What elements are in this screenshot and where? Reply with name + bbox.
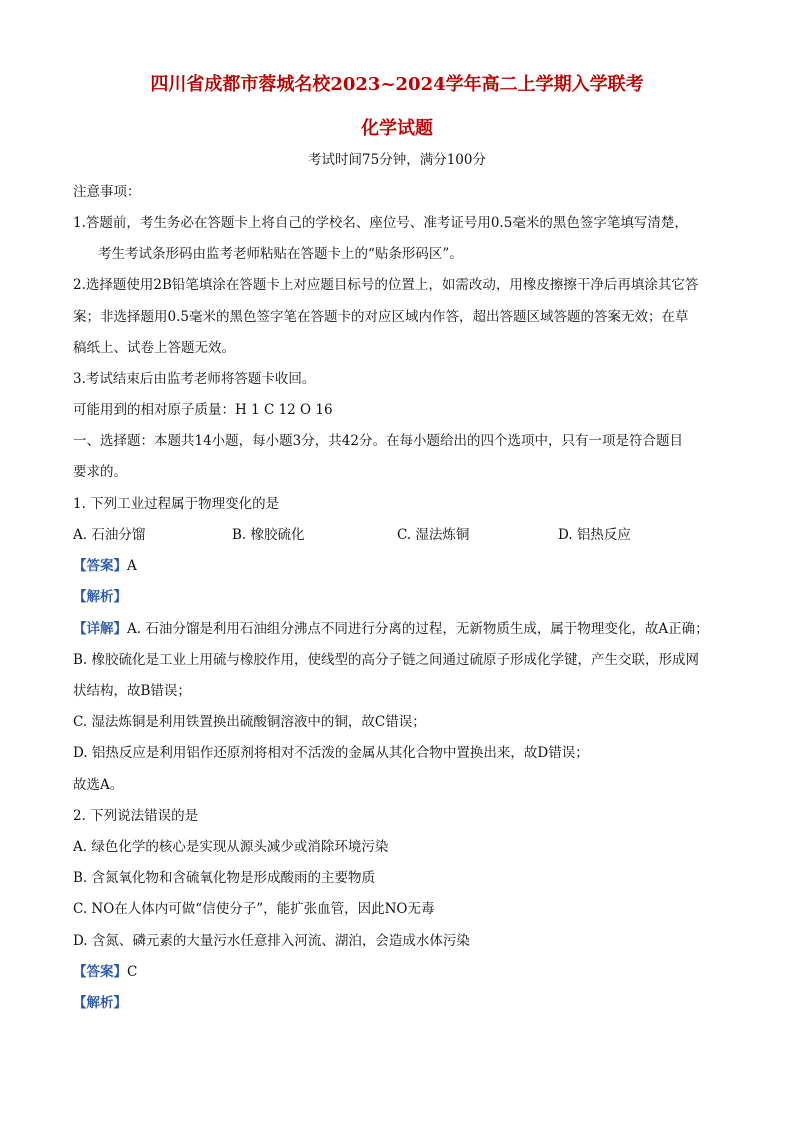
question-1-conclusion: 故选A。: [73, 777, 124, 793]
section-1-heading-line-2: 要求的。: [73, 464, 127, 480]
detail-text: A. 石油分馏是利用石油组分沸点不同进行分离的过程，无新物质生成，属于物理变化，故A正确；: [127, 621, 709, 637]
notes-heading: 注意事项：: [73, 184, 141, 200]
question-2-analysis: [73, 994, 723, 1012]
analysis-label: 【解析】: [73, 589, 127, 605]
document-subtitle: 化学试题: [361, 118, 433, 139]
question-1-analysis: [73, 588, 723, 606]
question-1-detail-4: D. 铝热反应是利用铝作还原剂将相对不活泼的金属从其化合物中置换出来，故D错误；: [73, 745, 589, 761]
question-2-option-d: D. 含氮、磷元素的大量污水任意排入河流、湖泊，会造成水体污染: [73, 933, 470, 949]
question-1-detail-2b: 状结构，故B错误；: [73, 683, 191, 699]
question-2-option-a: A. 绿色化学的核心是实现从源头减少或消除环境污染: [73, 839, 389, 855]
answer-value: C: [127, 964, 138, 980]
question-1-option-b: B. 橡胶硫化: [232, 527, 305, 543]
question-2-answer: [73, 963, 723, 981]
note-2-line-1: 2.选择题使用2B铅笔填涂在答题卡上对应题目标号的位置上，如需改动，用橡皮擦擦干净后再填涂其它答: [73, 277, 699, 293]
note-1-line-2: 考生考试条形码由监考老师粘贴在答题卡上的“贴条形码区”。: [98, 246, 463, 262]
atomic-mass-line: 可能用到的相对原子质量：H 1 C 12 O 16: [73, 402, 333, 418]
question-2-stem: 2. 下列说法错误的是: [73, 808, 199, 824]
detail-label: 【详解】: [73, 621, 127, 637]
question-1-stem: 1. 下列工业过程属于物理变化的是: [73, 496, 280, 512]
analysis-label: 【解析】: [73, 995, 127, 1011]
note-3: 3.考试结束后由监考老师将答题卡收回。: [73, 371, 316, 387]
question-1-option-c: C. 湿法炼铜: [397, 527, 470, 543]
note-1-line-1: 1.答题前，考生务必在答题卡上将自己的学校名、座位号、准考证号用0.5毫米的黑色签字笔填写清楚，: [73, 215, 688, 231]
question-2-option-c: C. NO在人体内可做“信使分子”，能扩张血管，因此NO无毒: [73, 901, 435, 917]
answer-label: 【答案】: [73, 964, 127, 980]
question-1-option-a: A. 石油分馏: [73, 527, 146, 543]
note-2-line-3: 稿纸上、试卷上答题无效。: [73, 340, 235, 356]
document-title: 四川省成都市蓉城名校2023~2024学年高二上学期入学联考: [150, 74, 644, 95]
answer-value: A: [127, 558, 137, 574]
question-2-option-b: B. 含氮氧化物和含硫氧化物是形成酸雨的主要物质: [73, 870, 376, 886]
question-1-answer: [73, 557, 723, 575]
section-1-heading-line-1: 一、选择题：本题共14小题，每小题3分，共42分。在每小题给出的四个选项中，只有一项是符合题目: [73, 433, 683, 449]
note-2-line-2: 案；非选择题用0.5毫米的黑色签字笔在答题卡的对应区域内作答，超出答题区域答题的答案无效；在草: [73, 309, 689, 325]
question-1-detail-1: [73, 620, 723, 638]
question-1-option-d: D. 铝热反应: [558, 527, 631, 543]
question-1-detail-2a: B. 橡胶硫化是工业上用硫与橡胶作用，使线型的高分子链之间通过硫原子形成化学键，产生交联，形成网: [73, 652, 700, 668]
question-1-detail-3: C. 湿法炼铜是利用铁置换出硫酸铜溶液中的铜，故C错误；: [73, 714, 426, 730]
answer-label: 【答案】: [73, 558, 127, 574]
exam-info: 考试时间75分钟，满分100分: [308, 152, 486, 168]
